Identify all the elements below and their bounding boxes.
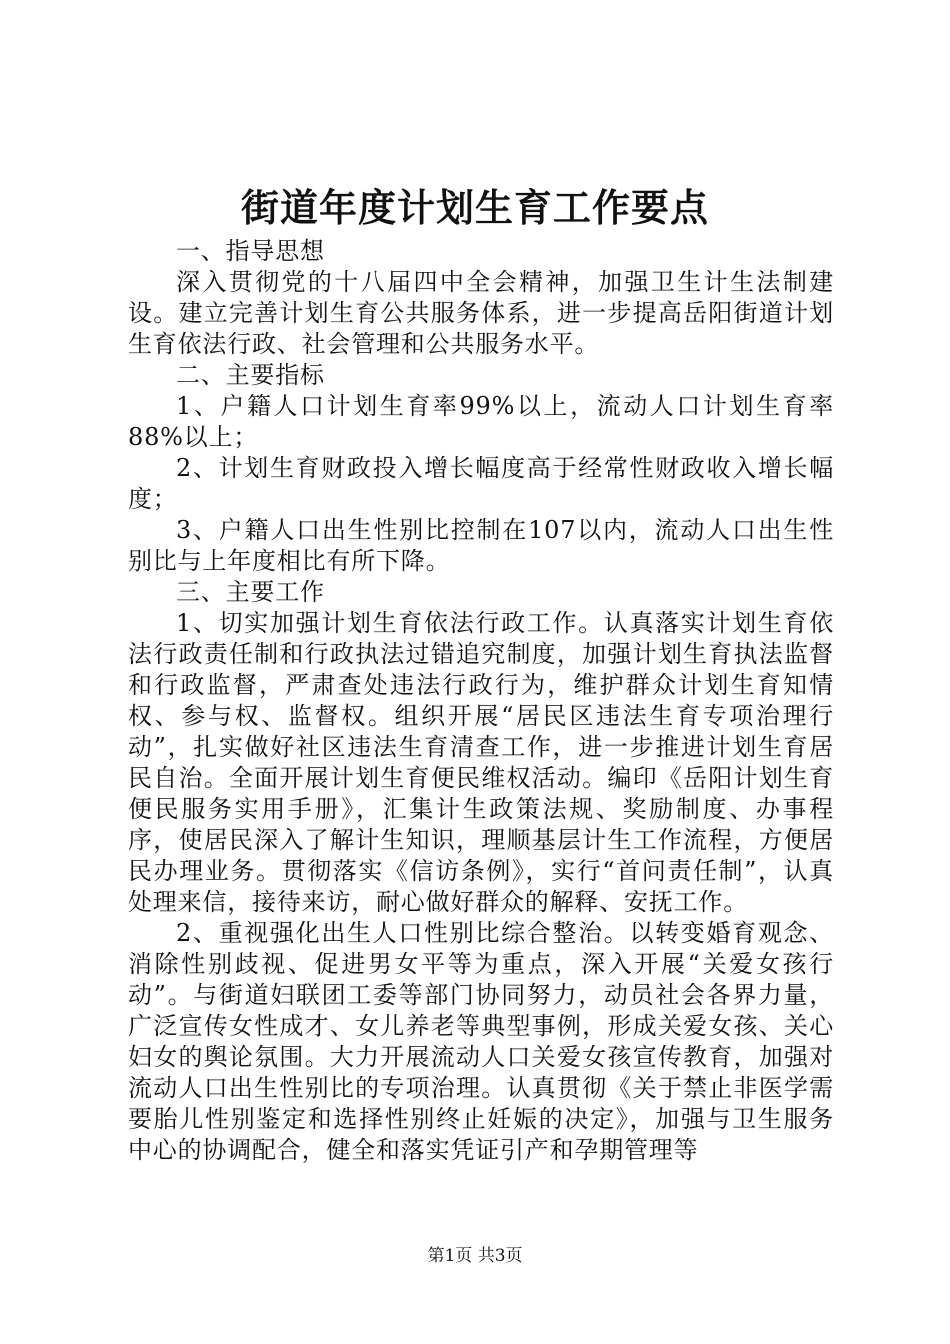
indicator-item-2: 2、计划生育财政投入增长幅度高于经常性财政收入增长幅度； bbox=[128, 454, 834, 513]
indicator-item-1: 1、户籍人口计划生育率99%以上，流动人口计划生育率88%以上； bbox=[128, 392, 834, 451]
indicator-item-3: 3、户籍人口出生性别比控制在107以内，流动人口出生性别比与上年度相比有所下降。 bbox=[128, 516, 834, 575]
page-footer: 第1页 共3页 bbox=[427, 1246, 523, 1266]
document-title: 街道年度计划生育工作要点 bbox=[240, 185, 709, 230]
section-heading-main-indicators: 二、主要指标 bbox=[176, 361, 325, 389]
document-body bbox=[128, 236, 834, 1166]
section-heading-guiding-thought: 一、指导思想 bbox=[176, 237, 325, 265]
paragraph-guiding-thought: 深入贯彻党的十八届四中全会精神，加强卫生计生法制建设。建立完善计划生育公共服务体系，进一步提高岳阳街道计划生育依法行政、社会管理和公共服务水平。 bbox=[128, 268, 834, 358]
work-item-1: 1、切实加强计划生育依法行政工作。认真落实计划生育依法行政责任制和行政执法过错追究制度，加强计划生育执法监督和行政监督，严肃查处违法行政行为，维护群众计划生育知情权、参与权、监督权。组织开展“居民区违法生育专项治理行动”，扎实做好社区违法生育清查工作，进一步推进计划生育居民自治。全面开展计划生育便民维权活动。编印《岳阳计划生育便民服务实用手册》，汇集计生政策法规、奖励制度、办事程序，使居民深入了解计生知识，理顺基层计生工作流程，方便居民办理业务。贯彻落实《信访条例》，实行“首问责任制”，认真处理来信，接待来访，耐心做好群众的解释、安抚工作。 bbox=[128, 609, 834, 916]
section-heading-main-work: 三、主要工作 bbox=[176, 578, 325, 606]
work-item-2: 2、重视强化出生人口性别比综合整治。以转变婚育观念、消除性别歧视、促进男女平等为重点，深入开展“关爱女孩行动”。与街道妇联团工委等部门协同努力，动员社会各界力量，广泛宣传女性成才、女儿养老等典型事例，形成关爱女孩、关心妇女的舆论氛围。大力开展流动人口关爱女孩宣传教育，加强对流动人口出生性别比的专项治理。认真贯彻《关于禁止非医学需要胎儿性别鉴定和选择性别终止妊娠的决定》，加强与卫生服务中心的协调配合，健全和落实凭证引产和孕期管理等 bbox=[128, 919, 834, 1164]
